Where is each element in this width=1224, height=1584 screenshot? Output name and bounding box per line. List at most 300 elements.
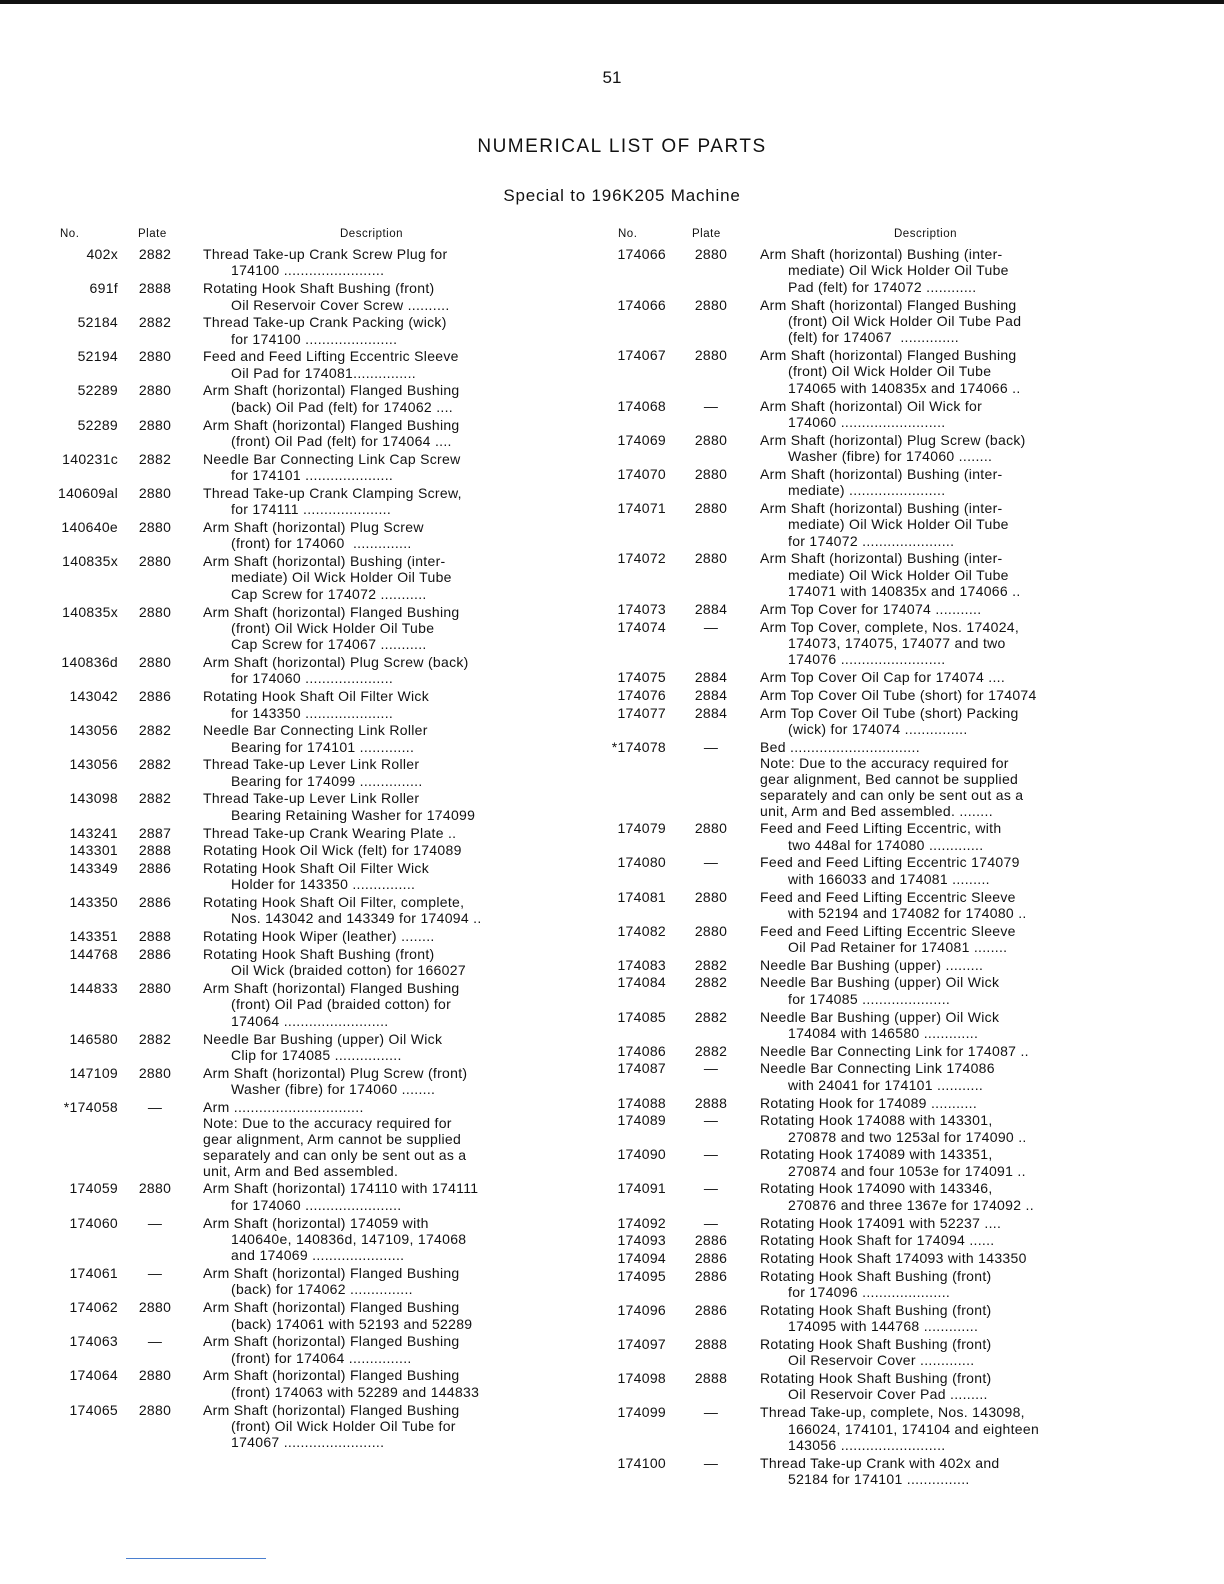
- part-description: [760, 500, 1122, 549]
- part-number: 143098: [69, 790, 118, 807]
- part-description: [203, 722, 558, 755]
- part-entry: [600, 1112, 1122, 1145]
- part-number: 174099: [617, 1404, 666, 1421]
- part-entry: [46, 1299, 558, 1332]
- description-line: 140640e, 140836d, 147109, 174068: [231, 1230, 467, 1247]
- description-line: Rotating Hook Shaft Bushing (front): [760, 1267, 992, 1284]
- part-number: 174089: [617, 1112, 666, 1129]
- description-line: for 174060 .......................: [231, 1196, 402, 1213]
- description-line: Feed and Feed Lifting Eccentric Sleeve: [203, 348, 459, 365]
- description-line: 270876 and three 1367e for 174092 ..: [788, 1196, 1034, 1213]
- description-line: Arm Shaft (horizontal) Flanged Bushing: [203, 382, 460, 399]
- description-line: for 174100 ......................: [231, 330, 398, 347]
- part-number: 146580: [69, 1030, 118, 1047]
- plate-number: 2888: [694, 1335, 728, 1352]
- part-entry: [46, 825, 558, 841]
- description-line: Oil Reservoir Cover .............: [788, 1352, 975, 1369]
- part-entry: [600, 1043, 1122, 1059]
- part-description: [760, 347, 1122, 396]
- description-line: Needle Bar Bushing (upper) Oil Wick: [203, 1030, 443, 1047]
- part-number: 174066: [617, 246, 666, 262]
- description-line: Needle Bar Connecting Link 174086: [760, 1060, 995, 1077]
- plate-number: 2882: [138, 450, 172, 467]
- description-line: Rotating Hook Shaft for 174094 ......: [760, 1232, 995, 1249]
- part-entry: [600, 923, 1122, 956]
- description-line: 143056 .........................: [788, 1436, 946, 1453]
- part-number: 174075: [617, 669, 666, 686]
- part-number: 174094: [617, 1249, 666, 1266]
- description-line: Arm Shaft (horizontal) Flanged Bushing: [203, 1401, 460, 1418]
- page-title: NUMERICAL LIST OF PARTS: [477, 136, 767, 157]
- part-entry: [46, 946, 558, 979]
- description-line: with 24041 for 174101 ...........: [788, 1076, 984, 1093]
- page-number: 51: [602, 68, 622, 87]
- part-description: [203, 1215, 558, 1264]
- part-number: 143042: [69, 688, 118, 705]
- part-number: 174098: [617, 1369, 666, 1386]
- part-entry: [46, 1265, 558, 1298]
- part-description: [760, 687, 1122, 703]
- description-line: (front) for 174064 ...............: [231, 1349, 412, 1366]
- part-number: 174063: [69, 1333, 118, 1350]
- plate-number: 2888: [138, 280, 172, 297]
- part-entry: [46, 722, 558, 755]
- part-entry: [600, 1268, 1122, 1301]
- description-line: Arm Shaft (horizontal) Flanged Bushing: [203, 603, 460, 620]
- description-line: with 52194 and 174082 for 174080 ..: [788, 904, 1027, 921]
- plate-number: 2882: [138, 790, 172, 807]
- description-line: Arm ...............................: [203, 1098, 364, 1115]
- description-line: Needle Bar Connecting Link for 174087 ..: [760, 1042, 1029, 1059]
- plate-number: 2886: [138, 688, 172, 705]
- part-description: [760, 1180, 1122, 1213]
- part-description: [760, 957, 1122, 973]
- description-line: (wick) for 174074 ...............: [788, 720, 968, 737]
- description-line: Rotating Hook Shaft Oil Filter Wick: [203, 859, 430, 876]
- plate-number: 2882: [694, 956, 728, 973]
- plate-number: 2880: [694, 550, 728, 567]
- plate-number: —: [703, 1060, 719, 1077]
- part-entry: [600, 246, 1122, 295]
- part-description: [203, 825, 558, 841]
- part-entry: [600, 1370, 1122, 1403]
- part-number: 140835x: [62, 552, 118, 569]
- plate-number: 2880: [138, 416, 172, 433]
- part-number: 174085: [617, 1008, 666, 1025]
- description-line: Washer (fibre) for 174060 ........: [231, 1081, 436, 1098]
- description-line: 174095 with 144768 .............: [788, 1318, 979, 1335]
- description-line: two 448al for 174080 .............: [788, 836, 984, 853]
- part-entry: [600, 820, 1122, 853]
- plate-number: 2880: [138, 1299, 172, 1316]
- part-entry: [46, 417, 558, 450]
- description-line: mediate) .......................: [788, 482, 946, 499]
- description-line: 270878 and two 1253al for 174090 ..: [788, 1128, 1027, 1145]
- part-entry: [600, 1009, 1122, 1042]
- part-entry: [600, 1336, 1122, 1369]
- plate-number: 2880: [694, 246, 728, 262]
- part-number: *174078: [611, 738, 666, 755]
- part-number: 174093: [617, 1232, 666, 1249]
- part-number: 174068: [617, 397, 666, 414]
- part-description: [203, 314, 558, 347]
- part-number: 174065: [69, 1401, 118, 1418]
- description-line: for 174101 .....................: [231, 467, 394, 484]
- plate-number: —: [703, 854, 719, 871]
- part-entry: [46, 928, 558, 944]
- plate-number: 2880: [138, 603, 172, 620]
- header-no: No.: [618, 228, 638, 240]
- description-line: Arm Top Cover Oil Tube (short) for 174074: [760, 686, 1037, 703]
- part-number: 52194: [77, 348, 118, 365]
- part-entry: [46, 348, 558, 381]
- column-header: [46, 228, 558, 246]
- plate-number: 2880: [138, 1401, 172, 1418]
- description-line: Needle Bar Bushing (upper) .........: [760, 956, 984, 973]
- description-line: 174060 .........................: [788, 413, 946, 430]
- part-number: 174061: [69, 1265, 118, 1282]
- plate-number: 2882: [138, 756, 172, 773]
- part-entry: [600, 466, 1122, 499]
- part-number: 140609al: [57, 484, 118, 501]
- part-entry: [46, 519, 558, 552]
- part-number: 143056: [69, 722, 118, 739]
- part-description: [760, 739, 1122, 819]
- part-entry: [46, 451, 558, 484]
- part-entry: [600, 398, 1122, 431]
- part-number: 402x: [86, 246, 118, 262]
- plate-number: —: [147, 1098, 163, 1115]
- part-description: [203, 1299, 558, 1332]
- part-description: [203, 1367, 558, 1400]
- part-number: 174092: [617, 1214, 666, 1231]
- part-entry: [46, 382, 558, 415]
- part-number: 174059: [69, 1180, 118, 1197]
- plate-number: 2886: [694, 1301, 728, 1318]
- part-description: [203, 790, 558, 823]
- header-plate: Plate: [138, 228, 167, 240]
- part-note-line: unit, Arm and Bed assembled. ........: [760, 803, 993, 820]
- part-entry: [46, 1180, 558, 1213]
- parts-list-left: [46, 246, 558, 1451]
- part-note-line: gear alignment, Arm cannot be supplied: [203, 1131, 462, 1148]
- part-description: [760, 1043, 1122, 1059]
- description-line: (front) Oil Wick Holder Oil Tube: [788, 363, 992, 380]
- plate-number: 2882: [138, 314, 172, 331]
- description-line: Feed and Feed Lifting Eccentric 174079: [760, 854, 1020, 871]
- part-description: [760, 705, 1122, 738]
- part-entry: [600, 1302, 1122, 1335]
- description-line: Oil Pad Retainer for 174081 ........: [788, 939, 1008, 956]
- description-line: Arm Shaft (horizontal) Plug Screw (back): [203, 654, 469, 671]
- description-line: mediate) Oil Wick Holder Oil Tube: [788, 566, 1009, 583]
- parts-column-right: [600, 228, 1122, 1489]
- plate-number: 2886: [694, 1232, 728, 1249]
- part-entry: [600, 1095, 1122, 1111]
- part-number: 144833: [69, 980, 118, 996]
- description-line: Rotating Hook Shaft Bushing (front): [760, 1335, 992, 1352]
- plate-number: 2882: [138, 722, 172, 739]
- description-line: Needle Bar Bushing (upper) Oil Wick: [760, 1008, 1000, 1025]
- description-line: Arm Shaft (horizontal) Flanged Bushing: [203, 416, 460, 433]
- description-line: Feed and Feed Lifting Eccentric Sleeve: [760, 922, 1016, 939]
- part-description: [203, 1402, 558, 1451]
- part-number: 174096: [617, 1301, 666, 1318]
- description-line: Pad (felt) for 174072 ............: [788, 278, 977, 295]
- part-description: [760, 1146, 1122, 1179]
- part-description: [203, 1180, 558, 1213]
- part-description: [203, 980, 558, 1029]
- part-number: 52184: [77, 314, 118, 331]
- description-line: Oil Pad for 174081...............: [231, 364, 416, 381]
- part-description: [203, 519, 558, 552]
- part-description: [203, 842, 558, 858]
- part-description: [760, 1232, 1122, 1248]
- part-number: 174067: [617, 347, 666, 364]
- description-line: Arm Shaft (horizontal) Plug Screw (back): [760, 431, 1026, 448]
- part-entry: [46, 1402, 558, 1451]
- description-line: Bearing for 174101 .............: [231, 738, 415, 755]
- part-number: 143241: [69, 824, 118, 841]
- description-line: 270874 and four 1053e for 174091 ..: [788, 1162, 1026, 1179]
- part-entry: [600, 500, 1122, 549]
- part-number: 174086: [617, 1042, 666, 1059]
- part-entry: [46, 654, 558, 687]
- description-line: Feed and Feed Lifting Eccentric, with: [760, 820, 1002, 837]
- part-entry: [46, 604, 558, 653]
- part-number: 143350: [69, 894, 118, 911]
- part-entry: [600, 1060, 1122, 1093]
- part-entry: [600, 601, 1122, 617]
- description-line: Oil Wick (braided cotton) for 166027: [231, 962, 466, 979]
- description-line: Arm Shaft (horizontal) Bushing (inter-: [760, 246, 1003, 262]
- part-entry: [46, 1367, 558, 1400]
- description-line: Arm Shaft (horizontal) Bushing (inter-: [760, 550, 1003, 567]
- part-entry: [46, 1333, 558, 1366]
- part-description: [760, 854, 1122, 887]
- part-description: [203, 928, 558, 944]
- plate-number: —: [703, 1112, 719, 1129]
- part-description: [203, 1265, 558, 1298]
- description-line: (back) 174061 with 52193 and 52289: [231, 1315, 473, 1332]
- description-line: (front) Oil Wick Holder Oil Tube: [231, 619, 435, 636]
- part-entry: [600, 687, 1122, 703]
- description-line: Rotating Hook 174088 with 143301,: [760, 1112, 993, 1129]
- part-entry: [600, 1455, 1122, 1488]
- part-note-line: gear alignment, Bed cannot be supplied: [760, 771, 1019, 788]
- part-entry: [46, 1215, 558, 1264]
- description-line: mediate) Oil Wick Holder Oil Tube: [231, 569, 452, 586]
- description-line: 166024, 174101, 174104 and eighteen: [788, 1420, 1040, 1437]
- part-description: [203, 1065, 558, 1098]
- part-number: *174058: [63, 1098, 118, 1115]
- part-description: [760, 1404, 1122, 1453]
- description-line: for 174096 .....................: [788, 1284, 951, 1301]
- plate-number: 2888: [694, 1369, 728, 1386]
- part-number: 144768: [69, 945, 118, 962]
- part-number: 174072: [617, 550, 666, 567]
- part-entry: [600, 347, 1122, 396]
- part-entry: [600, 1146, 1122, 1179]
- part-entry: [46, 756, 558, 789]
- plate-number: 2886: [138, 894, 172, 911]
- plate-number: 2880: [138, 980, 172, 996]
- description-line: 174067 ........................: [231, 1434, 385, 1451]
- plate-number: 2888: [138, 842, 172, 859]
- plate-number: 2886: [138, 859, 172, 876]
- part-description: [760, 1336, 1122, 1369]
- part-number: 174062: [69, 1299, 118, 1316]
- description-line: (front) 174063 with 52289 and 144833: [231, 1383, 480, 1400]
- part-number: 140640e: [61, 518, 118, 535]
- description-line: 174071 with 140835x and 174066 ..: [788, 583, 1021, 600]
- plate-number: 2886: [694, 1249, 728, 1266]
- part-description: [760, 1095, 1122, 1111]
- part-entry: [600, 854, 1122, 887]
- part-number: 140836d: [61, 654, 118, 671]
- part-number: 174083: [617, 956, 666, 973]
- plate-number: 2880: [138, 654, 172, 671]
- part-number: 174073: [617, 600, 666, 617]
- header-description: Description: [340, 228, 404, 240]
- description-line: (front) for 174060 ..............: [231, 535, 412, 552]
- plate-number: 2888: [694, 1094, 728, 1111]
- part-number: 52289: [77, 416, 118, 433]
- plate-number: 2882: [138, 1030, 172, 1047]
- part-number: 143301: [69, 842, 118, 859]
- plate-number: 2880: [694, 431, 728, 448]
- top-border-line: [0, 0, 1224, 4]
- part-entry: [46, 1065, 558, 1098]
- part-number: 143349: [69, 859, 118, 876]
- plate-number: 2880: [138, 348, 172, 365]
- part-entry: [600, 705, 1122, 738]
- plate-number: 2880: [694, 888, 728, 905]
- description-line: Arm Shaft (horizontal) Flanged Bushing: [760, 347, 1017, 364]
- description-line: Arm Shaft (horizontal) Plug Screw: [203, 518, 424, 535]
- part-number: 174070: [617, 465, 666, 482]
- plate-number: 2880: [694, 499, 728, 516]
- description-line: Rotating Hook Shaft Oil Filter Wick: [203, 688, 430, 705]
- part-entry: [600, 889, 1122, 922]
- description-line: Arm Shaft (horizontal) Bushing (inter-: [760, 465, 1003, 482]
- description-line: (front) Oil Wick Holder Oil Tube Pad: [788, 312, 1022, 329]
- part-entry: [600, 550, 1122, 599]
- plate-number: —: [703, 738, 719, 755]
- plate-number: 2888: [138, 928, 172, 945]
- description-line: for 174111 .....................: [231, 501, 392, 518]
- description-line: Rotating Hook 174090 with 143346,: [760, 1180, 993, 1197]
- part-description: [203, 654, 558, 687]
- description-line: Arm Shaft (horizontal) Flanged Bushing: [203, 1265, 460, 1282]
- description-line: 174065 with 140835x and 174066 ..: [788, 379, 1021, 396]
- description-line: Arm Shaft (horizontal) Flanged Bushing: [203, 980, 460, 996]
- part-entry: [46, 1099, 558, 1179]
- part-description: [203, 485, 558, 518]
- part-number: 174074: [617, 618, 666, 635]
- part-description: [203, 1099, 558, 1179]
- plate-number: 2886: [694, 1267, 728, 1284]
- part-entry: [600, 1215, 1122, 1231]
- part-note-line: Note: Due to the accuracy required for: [203, 1115, 452, 1132]
- part-entry: [600, 974, 1122, 1007]
- part-number: 174069: [617, 431, 666, 448]
- part-description: [203, 860, 558, 893]
- part-number: 174095: [617, 1267, 666, 1284]
- description-line: (front) Oil Pad (braided cotton) for: [231, 996, 452, 1013]
- part-number: 174100: [617, 1454, 666, 1471]
- description-line: 174084 with 146580 .............: [788, 1025, 979, 1041]
- description-line: Rotating Hook Shaft Bushing (front): [760, 1301, 992, 1318]
- description-line: Rotating Hook Oil Wick (felt) for 174089: [203, 842, 462, 859]
- part-description: [760, 398, 1122, 431]
- description-line: Arm Top Cover Oil Cap for 174074 ....: [760, 669, 1006, 686]
- part-number: 174079: [617, 820, 666, 837]
- part-description: [203, 1031, 558, 1064]
- part-description: [760, 889, 1122, 922]
- description-line: 52184 for 174101 ...............: [788, 1471, 970, 1488]
- part-description: [203, 946, 558, 979]
- plate-number: —: [703, 1146, 719, 1163]
- part-description: [760, 297, 1122, 346]
- part-entry: [46, 860, 558, 893]
- description-line: Rotating Hook for 174089 ...........: [760, 1094, 978, 1111]
- part-number: 140835x: [62, 603, 118, 620]
- plate-number: 2882: [694, 974, 728, 991]
- description-line: Rotating Hook Wiper (leather) ........: [203, 928, 435, 945]
- part-entry: [600, 739, 1122, 819]
- part-number: 174064: [69, 1367, 118, 1384]
- description-line: Bed ...............................: [760, 738, 920, 755]
- plate-number: 2884: [694, 686, 728, 703]
- description-line: Holder for 143350 ...............: [231, 876, 416, 893]
- part-number: 174097: [617, 1335, 666, 1352]
- plate-number: 2880: [138, 1367, 172, 1384]
- part-entry: [46, 980, 558, 1029]
- part-description: [203, 348, 558, 381]
- part-entry: [600, 669, 1122, 685]
- part-number: 174066: [617, 296, 666, 313]
- footer-rule: [126, 1558, 266, 1559]
- part-entry: [46, 553, 558, 602]
- part-entry: [46, 1031, 558, 1064]
- description-line: (back) Oil Pad (felt) for 174062 ....: [231, 398, 453, 415]
- description-line: Rotating Hook Shaft Bushing (front): [203, 945, 435, 962]
- description-line: for 143350 .....................: [231, 704, 394, 721]
- plate-number: 2880: [138, 552, 172, 569]
- part-number: 174076: [617, 686, 666, 703]
- description-line: Thread Take-up Crank Wearing Plate ..: [203, 824, 457, 841]
- plate-number: 2880: [694, 347, 728, 364]
- description-line: (felt) for 174067 ..............: [788, 329, 959, 346]
- description-line: Clip for 174085 ................: [231, 1046, 402, 1063]
- description-line: Thread Take-up Crank Screw Plug for: [203, 246, 448, 262]
- description-line: Rotating Hook Shaft Oil Filter, complete,: [203, 894, 465, 911]
- part-number: 147109: [69, 1064, 118, 1081]
- description-line: Feed and Feed Lifting Eccentric Sleeve: [760, 888, 1016, 905]
- description-line: for 174060 .....................: [231, 670, 394, 687]
- part-note-line: unit, Arm and Bed assembled.: [203, 1163, 399, 1180]
- part-number: 52289: [77, 382, 118, 399]
- description-line: Nos. 143042 and 143349 for 174094 ..: [231, 910, 482, 927]
- description-line: Oil Reservoir Cover Screw ..........: [231, 296, 450, 313]
- description-line: Bearing for 174099 ...............: [231, 772, 423, 789]
- page-subtitle: Special to 196K205 Machine: [503, 186, 741, 205]
- plate-number: 2882: [138, 246, 172, 262]
- part-number: 143056: [69, 756, 118, 773]
- plate-number: —: [703, 1454, 719, 1471]
- part-description: [203, 417, 558, 450]
